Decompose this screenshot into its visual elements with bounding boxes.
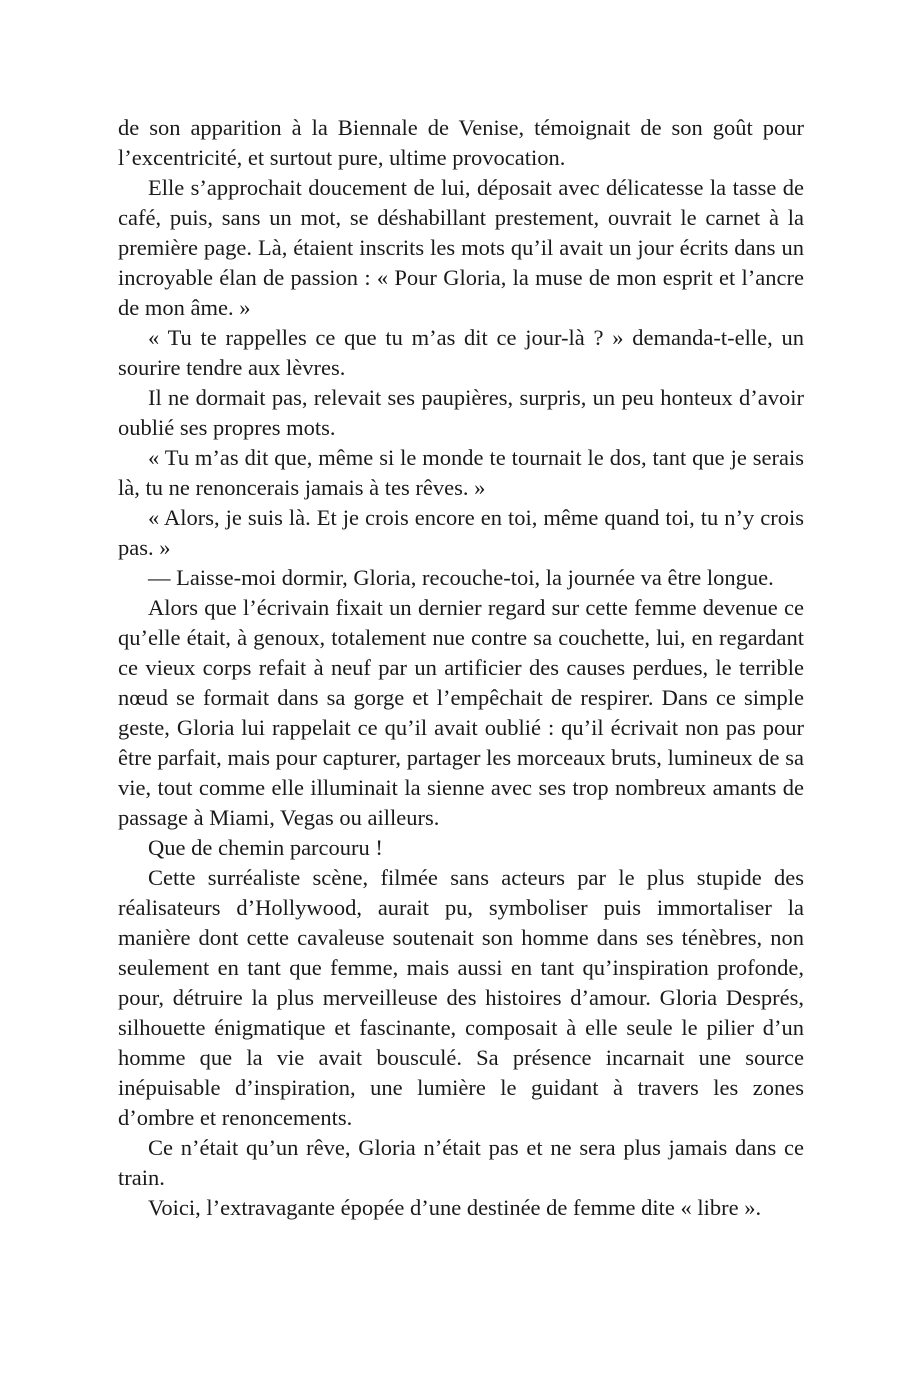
paragraph-9: Que de chemin parcouru !: [148, 835, 383, 860]
paragraph-5: « Tu m’as dit que, même si le monde te tournait le dos, tant que je serais là, tu ne renoncerais jamais à tes rêves. »: [118, 445, 804, 500]
paragraph-2: Elle s’approchait doucement de lui, déposait avec délicatesse la tasse de café, puis, sans un mot, se déshabillant prestement, ouvrait le carnet à la première page. Là, étaient inscrits les mots qu’il avait un jour écrits dans un incroyable élan de passion : « Pour Gloria, la muse de mon esprit et l’ancre de mon âme. »: [118, 175, 804, 320]
book-page-text: [118, 113, 804, 1223]
paragraph-10: Cette surréaliste scène, filmée sans acteurs par le plus stupide des réalisateurs d’Hollywood, aurait pu, symboliser puis immortaliser la manière dont cette cavaleuse soutenait son homme dans ses ténèbres, non seulement en tant que femme, mais aussi en tant qu’inspiration profonde, pour, détruire la plus merveilleuse des histoires d’amour. Gloria Després, silhouette énigmatique et fascinante, composait à elle seule le pilier d’un homme que la vie avait bousculé. Sa présence incarnait une source inépuisable d’inspiration, une lumière le guidant à travers les zones d’ombre et renoncements.: [118, 865, 804, 1130]
paragraph-8: Alors que l’écrivain fixait un dernier regard sur cette femme devenue ce qu’elle était, à genoux, totalement nue contre sa couchette, lui, en regardant ce vieux corps refait à neuf par un artificier des causes perdues, le terrible nœud se formait dans sa gorge et l’empêchait de respirer. Dans ce simple geste, Gloria lui rappelait ce qu’il avait oublié : qu’il écrivait non pas pour être parfait, mais pour capturer, partager les morceaux bruts, lumineux de sa vie, tout comme elle illuminait la sienne avec ses trop nombreux amants de passage à Miami, Vegas ou ailleurs.: [118, 595, 804, 830]
paragraph-6: « Alors, je suis là. Et je crois encore en toi, même quand toi, tu n’y crois pas. »: [118, 505, 804, 560]
paragraph-7: — Laisse-moi dormir, Gloria, recouche-toi, la journée va être longue.: [148, 565, 774, 590]
paragraph-3: « Tu te rappelles ce que tu m’as dit ce jour-là ? » demanda-t-elle, un sourire tendre aux lèvres.: [118, 325, 804, 380]
paragraph-4: Il ne dormait pas, relevait ses paupières, surpris, un peu honteux d’avoir oublié ses propres mots.: [118, 385, 804, 440]
paragraph-1: de son apparition à la Biennale de Venise, témoignait de son goût pour l’excentricité, et surtout pure, ultime provocation.: [118, 115, 804, 170]
paragraph-12: Voici, l’extravagante épopée d’une destinée de femme dite « libre ».: [148, 1195, 762, 1220]
paragraph-11: Ce n’était qu’un rêve, Gloria n’était pas et ne sera plus jamais dans ce train.: [118, 1135, 804, 1190]
